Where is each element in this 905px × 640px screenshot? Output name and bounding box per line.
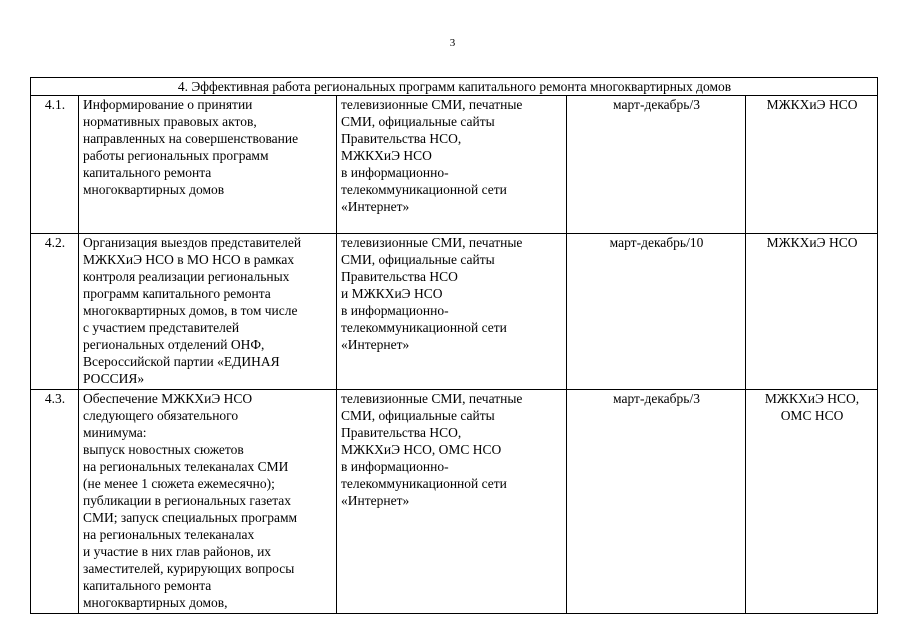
page-number: 3 — [449, 37, 456, 49]
media-channels — [337, 234, 567, 390]
cell-text-line: заместителей, курирующих вопросы — [83, 561, 295, 576]
cell-text-line: и МЖКХиЭ НСО — [341, 286, 443, 301]
cell-text-line: многоквартирных домов, в том числе — [83, 303, 298, 318]
action-description — [79, 96, 337, 234]
cell-text-line: МЖКХиЭ НСО, ОМС НСО — [341, 442, 502, 457]
cell-text-line: в информационно- — [341, 165, 449, 180]
responsible-party — [746, 234, 878, 390]
responsible-party — [746, 390, 878, 614]
section-title: 4. Эффективная работа региональных программ капитального ремонта многоквартирных домов — [31, 78, 878, 96]
cell-text-line: выпуск новостных сюжетов — [83, 442, 244, 457]
cell-text-line: телекоммуникационной сети — [341, 320, 507, 335]
cell-text-line: в информационно- — [341, 459, 449, 474]
cell-text-line: телевизионные СМИ, печатные — [341, 391, 523, 406]
cell-text-line: региональных отделений ОНФ, — [83, 337, 265, 352]
cell-text-line: и участие в них глав районов, их — [83, 544, 272, 559]
media-channels — [337, 96, 567, 234]
cell-text-line: «Интернет» — [341, 493, 410, 508]
cell-text-line: на региональных телеканалах СМИ — [83, 459, 289, 474]
cell-text-line: МЖКХиЭ НСО — [341, 148, 432, 163]
period-frequency: март-декабрь/10 — [567, 234, 746, 390]
cell-text-line: МЖКХиЭ НСО, — [764, 391, 860, 406]
cell-text-line: Информирование о принятии — [83, 97, 253, 112]
table-row — [31, 234, 878, 390]
cell-text-line: РОССИЯ» — [83, 371, 145, 386]
cell-text-line: следующего обязательного — [83, 408, 239, 423]
table-row — [31, 96, 878, 234]
cell-text-line: «Интернет» — [341, 199, 410, 214]
cell-text-line: СМИ, официальные сайты — [341, 252, 495, 267]
cell-text-line: Правительства НСО — [341, 269, 458, 284]
section-header-row — [31, 78, 878, 96]
cell-text-line: СМИ, официальные сайты — [341, 408, 495, 423]
cell-text-line: работы региональных программ — [83, 148, 269, 163]
cell-text-line: многоквартирных домов, — [83, 595, 228, 610]
cell-text-line: Всероссийской партии «ЕДИНАЯ — [83, 354, 280, 369]
cell-text-line: телевизионные СМИ, печатные — [341, 97, 523, 112]
cell-text-line: Обеспечение МЖКХиЭ НСО — [83, 391, 253, 406]
cell-text-line: телекоммуникационной сети — [341, 182, 507, 197]
cell-text-line: ОМС НСО — [780, 408, 844, 423]
action-description — [79, 390, 337, 614]
cell-text-line: телевизионные СМИ, печатные — [341, 235, 523, 250]
cell-text-line: капитального ремонта — [83, 165, 212, 180]
item-number: 4.1. — [31, 96, 79, 234]
cell-text-line: с участием представителей — [83, 320, 240, 335]
cell-text-line: Организация выездов представителей — [83, 235, 302, 250]
cell-text-line: многоквартирных домов — [83, 182, 225, 197]
period-frequency: март-декабрь/3 — [567, 390, 746, 614]
cell-text-line: «Интернет» — [341, 337, 410, 352]
item-number: 4.3. — [31, 390, 79, 614]
cell-text-line: программ капитального ремонта — [83, 286, 271, 301]
action-description — [79, 234, 337, 390]
cell-text-line: МЖКХиЭ НСО в МО НСО в рамках — [83, 252, 295, 267]
cell-text-line: на региональных телеканалах — [83, 527, 255, 542]
cell-text-line: нормативных правовых актов, — [83, 114, 257, 129]
item-number: 4.2. — [31, 234, 79, 390]
cell-text-line: СМИ, официальные сайты — [341, 114, 495, 129]
cell-text-line: Правительства НСО, — [341, 131, 462, 146]
cell-text-line: публикации в региональных газетах — [83, 493, 291, 508]
responsible-party — [746, 96, 878, 234]
cell-text-line: Правительства НСО, — [341, 425, 462, 440]
cell-text-line: контроля реализации региональных — [83, 269, 290, 284]
cell-text-line: СМИ; запуск специальных программ — [83, 510, 298, 525]
cell-text-line: направленных на совершенствование — [83, 131, 299, 146]
cell-text-line: МЖКХиЭ НСО — [766, 235, 858, 250]
cell-text-line: МЖКХиЭ НСО — [766, 97, 858, 112]
cell-text-line: минимума: — [83, 425, 147, 440]
cell-text-line: телекоммуникационной сети — [341, 476, 507, 491]
period-frequency: март-декабрь/3 — [567, 96, 746, 234]
table-row — [31, 390, 878, 614]
cell-text-line: в информационно- — [341, 303, 449, 318]
cell-text-line: капитального ремонта — [83, 578, 212, 593]
media-channels — [337, 390, 567, 614]
plan-table — [30, 77, 878, 614]
cell-text-line: (не менее 1 сюжета ежемесячно); — [83, 476, 275, 491]
